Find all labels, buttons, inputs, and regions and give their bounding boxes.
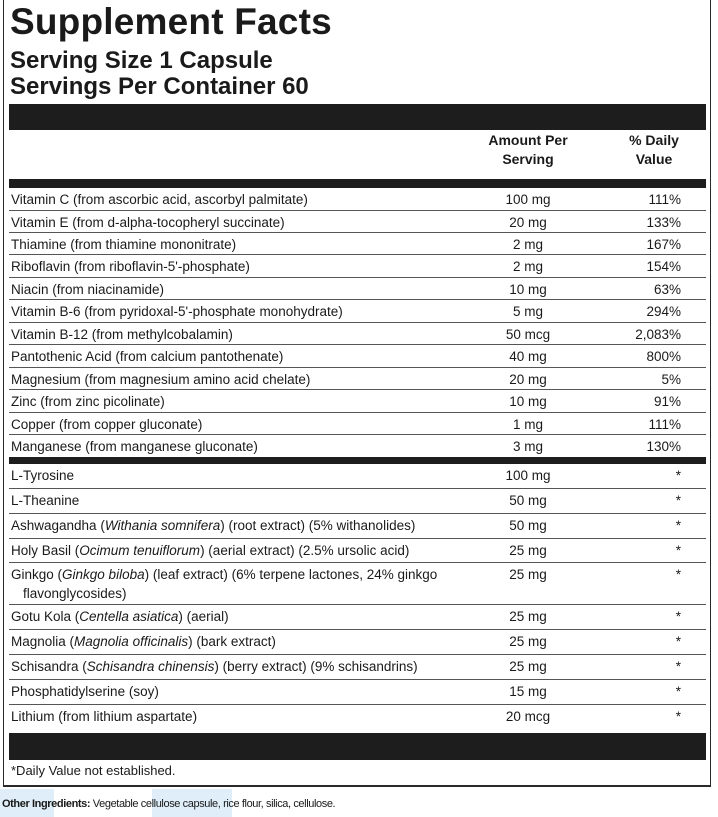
nutrient-name: Zinc (from zinc picolinate) xyxy=(11,394,165,409)
ingredient-name-text: Ashwagandha ( xyxy=(11,518,105,533)
daily-value: 111% xyxy=(648,192,681,207)
daily-value: 130% xyxy=(646,439,681,454)
amount-per-serving: 25 mg xyxy=(509,543,547,558)
nutrient-name: Vitamin E (from d-alpha-tocopheryl succinate) xyxy=(11,215,285,230)
amount-per-serving: 25 mg xyxy=(509,659,547,674)
table-row xyxy=(9,211,706,233)
ingredient-detail: ) (aerial extract) (2.5% ursolic acid) xyxy=(200,543,410,558)
nutrient-name: Vitamin B-6 (from pyridoxal-5'-phosphate monohydrate) xyxy=(11,304,343,319)
amount-per-serving: 25 mg xyxy=(509,634,547,649)
amount-per-serving: 10 mg xyxy=(509,282,547,297)
nutrient-name: Magnesium (from magnesium amino acid chelate) xyxy=(11,372,311,387)
table-row xyxy=(9,514,706,539)
daily-value: * xyxy=(675,684,681,699)
ingredient-name xyxy=(11,657,461,676)
ingredient-detail: ) (aerial) xyxy=(178,609,229,624)
botanical-name: Centella asiatica xyxy=(79,609,179,624)
panel-title: Supplement Facts xyxy=(10,1,332,42)
daily-value: 154% xyxy=(646,259,681,274)
nutrient-name: Vitamin C (from ascorbic acid, ascorbyl palmitate) xyxy=(11,192,308,207)
amount-per-serving: 50 mg xyxy=(509,493,547,508)
thick-divider-top xyxy=(9,104,706,130)
vitamin-rows xyxy=(9,188,706,457)
amount-per-serving: 50 mg xyxy=(509,518,547,533)
nutrient-name: Manganese (from manganese gluconate) xyxy=(11,439,258,454)
ingredient-name-text: Gotu Kola ( xyxy=(11,609,80,624)
nutrient-name: Copper (from copper gluconate) xyxy=(11,417,203,432)
table-row xyxy=(9,680,706,705)
ingredient-name-text: Holy Basil ( xyxy=(11,543,80,558)
ingredient-name xyxy=(11,707,461,726)
daily-value: * xyxy=(675,493,681,508)
amount-per-serving: 20 mg xyxy=(509,372,547,387)
ingredient-detail: ) (berry extract) (9% schisandrins) xyxy=(214,659,418,674)
daily-value: 133% xyxy=(646,215,681,230)
ingredient-detail-continued: flavonglycosides) xyxy=(23,586,127,601)
daily-value: * xyxy=(675,609,681,624)
table-row xyxy=(9,563,706,605)
ingredient-name-text: L-Tyrosine xyxy=(11,468,75,483)
table-row xyxy=(9,345,706,368)
daily-value: * xyxy=(675,518,681,533)
amount-per-serving: 5 mg xyxy=(512,304,543,319)
table-row xyxy=(9,630,706,655)
daily-value: 294% xyxy=(646,304,681,319)
daily-value: 5% xyxy=(661,372,681,387)
table-row xyxy=(9,390,706,413)
ingredient-name xyxy=(11,491,461,510)
botanical-name: Ginkgo biloba xyxy=(62,567,145,582)
amount-per-serving: 25 mg xyxy=(509,567,547,582)
ingredient-name-text: Lithium (from lithium aspartate) xyxy=(11,709,198,724)
column-header-dv-line1: % Daily xyxy=(629,132,679,148)
daily-value: * xyxy=(675,634,681,649)
amount-per-serving: 2 mg xyxy=(512,237,543,252)
column-header-amount-line1: Amount Per xyxy=(488,132,568,148)
botanical-name: Schisandra chinensis xyxy=(86,659,215,674)
amount-per-serving: 1 mg xyxy=(512,417,543,432)
table-row xyxy=(9,464,706,489)
column-header-amount xyxy=(470,131,586,169)
ingredient-name xyxy=(11,565,461,603)
amount-per-serving: 40 mg xyxy=(509,349,547,364)
ingredient-name-text: L-Theanine xyxy=(11,493,80,508)
thick-divider-middle xyxy=(9,457,706,464)
daily-value: * xyxy=(675,468,681,483)
table-row xyxy=(9,300,706,323)
table-row xyxy=(9,605,706,630)
table-row xyxy=(9,705,706,730)
amount-per-serving: 100 mg xyxy=(505,192,551,207)
column-header-daily-value xyxy=(600,131,708,169)
botanical-name: Withania somnifera xyxy=(104,518,221,533)
amount-per-serving: 100 mg xyxy=(505,468,551,483)
ingredient-detail: ) (bark extract) xyxy=(188,634,276,649)
column-header-amount-line2: Serving xyxy=(502,151,554,167)
footnote: *Daily Value not established. xyxy=(11,763,176,778)
daily-value: * xyxy=(675,567,681,582)
botanical-name: Magnolia officinalis xyxy=(74,634,189,649)
ingredient-detail: ) (root extract) (5% withanolides) xyxy=(220,518,416,533)
table-row xyxy=(9,278,706,300)
ingredient-name xyxy=(11,682,461,701)
nutrient-name: Riboflavin (from riboflavin-5'-phosphate) xyxy=(11,259,250,274)
ingredient-detail: ) (leaf extract) (6% terpene lactones, 24% ginkgo xyxy=(144,567,438,582)
daily-value: * xyxy=(675,709,681,724)
ingredient-name xyxy=(11,516,461,535)
ingredient-name xyxy=(11,607,461,626)
table-row xyxy=(9,539,706,563)
table-row xyxy=(9,323,706,345)
amount-per-serving: 50 mcg xyxy=(505,327,551,342)
table-row xyxy=(9,233,706,255)
ingredient-name-text: Phosphatidylserine (soy) xyxy=(11,684,159,699)
nutrient-name: Thiamine (from thiamine mononitrate) xyxy=(11,237,237,252)
ingredient-name-text: Schisandra ( xyxy=(11,659,87,674)
daily-value: * xyxy=(675,659,681,674)
nutrient-name: Pantothenic Acid (from calcium pantothenate) xyxy=(11,349,284,364)
ingredient-name xyxy=(11,466,461,485)
table-row xyxy=(9,255,706,278)
ingredient-name-text: Ginkgo ( xyxy=(11,567,63,582)
daily-value: 2,083% xyxy=(635,327,681,342)
table-row xyxy=(9,435,706,457)
amount-per-serving: 15 mg xyxy=(509,684,547,699)
daily-value: * xyxy=(675,543,681,558)
daily-value: 63% xyxy=(653,282,681,297)
serving-size: Serving Size 1 Capsule xyxy=(10,47,273,74)
amount-per-serving: 2 mg xyxy=(512,259,543,274)
daily-value: 91% xyxy=(653,394,681,409)
table-row xyxy=(9,655,706,680)
amount-per-serving: 3 mg xyxy=(512,439,543,454)
column-header-dv-line2: Value xyxy=(635,151,673,167)
amount-per-serving: 10 mg xyxy=(509,394,547,409)
other-ingredients xyxy=(2,797,335,811)
table-row xyxy=(9,188,706,211)
botanical-name: Ocimum tenuiflorum xyxy=(79,543,201,558)
other-ingredient-rows xyxy=(9,464,706,730)
table-row xyxy=(9,368,706,390)
amount-per-serving: 20 mg xyxy=(509,215,547,230)
thick-divider-header xyxy=(9,179,706,188)
table-row xyxy=(9,413,706,435)
nutrient-name: Niacin (from niacinamide) xyxy=(11,282,165,297)
daily-value: 111% xyxy=(648,417,681,432)
thick-divider-bottom xyxy=(9,733,706,760)
daily-value: 800% xyxy=(646,349,681,364)
amount-per-serving: 25 mg xyxy=(509,609,547,624)
ingredient-name xyxy=(11,541,461,560)
daily-value: 167% xyxy=(646,237,681,252)
nutrient-name: Vitamin B-12 (from methylcobalamin) xyxy=(11,327,233,342)
other-ingredients-text: Vegetable cellulose capsule, rice flour, silica, cellulose. xyxy=(90,798,336,810)
table-row xyxy=(9,489,706,514)
servings-per-container: Servings Per Container 60 xyxy=(10,73,309,100)
ingredient-name-text: Magnolia ( xyxy=(11,634,75,649)
other-ingredients-label: Other Ingredients: xyxy=(2,798,91,810)
ingredient-name xyxy=(11,632,461,651)
amount-per-serving: 20 mcg xyxy=(505,709,551,724)
